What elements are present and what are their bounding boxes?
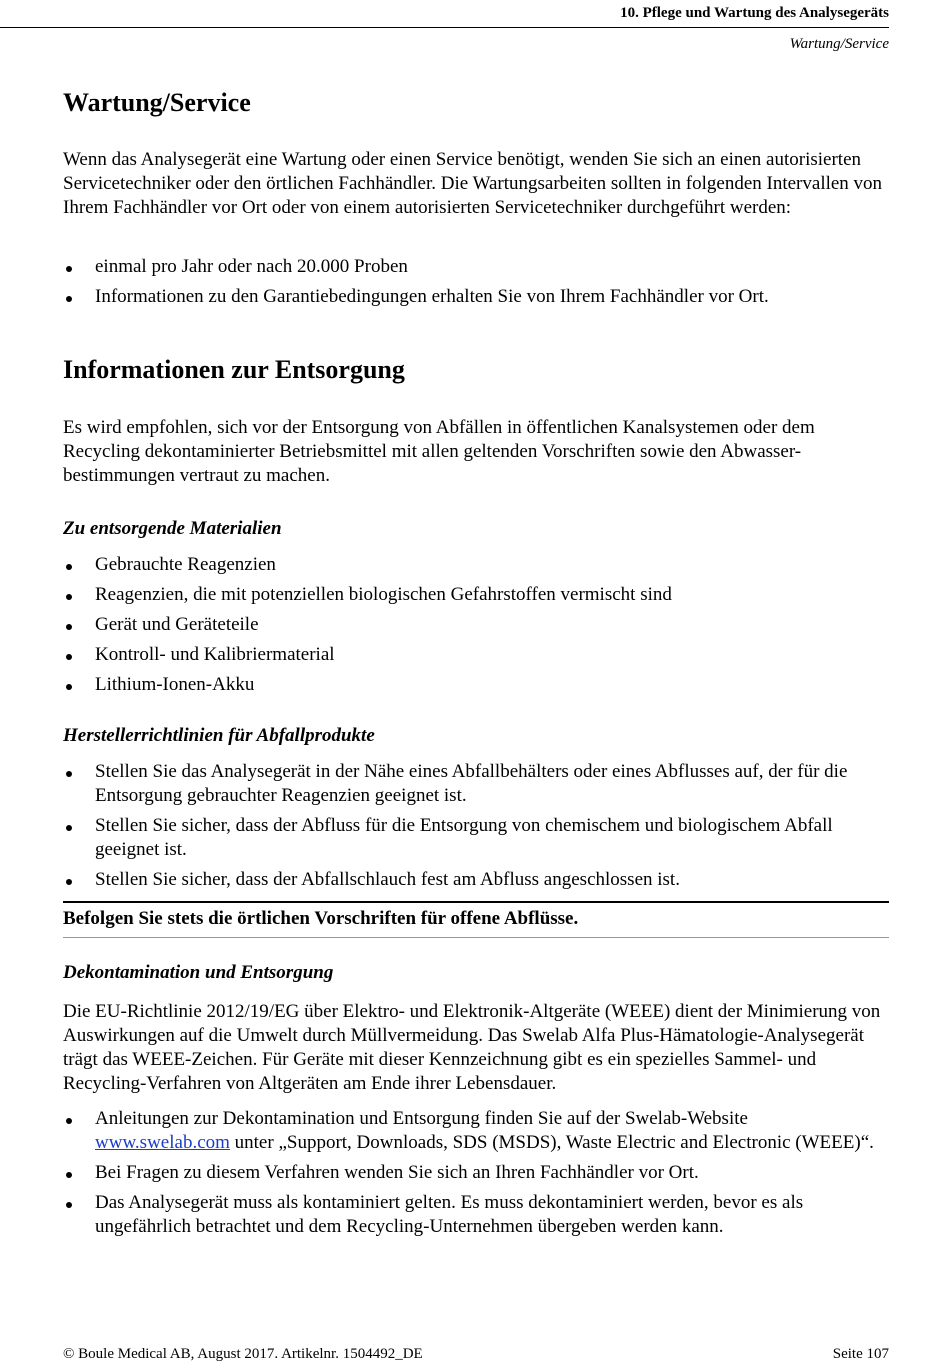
bullet1-text-pre: Anleitungen zur Dekontamination und Entsorgung finden Sie auf der Swelab-Website	[95, 1108, 748, 1129]
note-box: Befolgen Sie stets die örtlichen Vorschriften für offene Abflüsse.	[63, 901, 889, 938]
list-item: Stellen Sie das Analysegerät in der Nähe eines Abfallbehälters oder eines Abflusses auf, der für die Entsorgung gebrauchter Reagenzien geeignet ist.	[63, 760, 889, 808]
list-richtlinien	[63, 760, 889, 898]
list-item: Stellen Sie sicher, dass der Abfallschlauch fest am Abfluss angeschlossen ist.	[63, 868, 889, 892]
list-item: Bei Fragen zu diesem Verfahren wenden Sie sich an Ihren Fachhändler vor Ort.	[63, 1161, 889, 1185]
bullet1-text-post: unter „Support, Downloads, SDS (MSDS), Waste Electric and Electronic (WEEE)“.	[234, 1132, 874, 1153]
list-item: Gerät und Geräteteile	[63, 613, 889, 637]
header-rule	[0, 27, 889, 28]
list-item: Stellen Sie sicher, dass der Abfluss für die Entsorgung von chemischem und biologischem Abfall geeignet ist.	[63, 814, 889, 862]
paragraph-entsorgung: Es wird empfohlen, sich vor der Entsorgung von Abfällen in öffentlichen Kanalsystemen oder dem Recycling dekontaminierter Betriebsmittel mit allen geltenden Vorschriften sowie den Abwasser-bestimmungen vertraut zu machen.	[63, 417, 815, 486]
list-dekontamination	[63, 1107, 889, 1245]
running-header	[620, 4, 889, 53]
chapter-title: 10. Pflege und Wartung des Analysegeräts	[620, 5, 889, 21]
list-item: Lithium-Ionen-Akku	[63, 673, 889, 697]
swelab-website-link[interactable]: www.swelab.com	[95, 1132, 230, 1153]
list-wartung	[63, 255, 889, 315]
heading-dekontamination: Dekontamination und Entsorgung	[63, 962, 334, 983]
footer-copyright: © Boule Medical AB, August 2017. Artikelnr. 1504492_DE	[63, 1346, 423, 1362]
list-materialien	[63, 553, 889, 703]
heading-entsorgung: Informationen zur Entsorgung	[63, 355, 405, 384]
heading-wartung: Wartung/Service	[63, 88, 251, 117]
section-title: Wartung/Service	[789, 36, 889, 52]
list-item: Reagenzien, die mit potenziellen biologischen Gefahrstoffen vermischt sind	[63, 583, 889, 607]
paragraph-wartung: Wenn das Analysegerät eine Wartung oder einen Service benötigt, wenden Sie sich an einen autorisierten Servicetechniker oder den örtlichen Fachhändler. Die Wartungsarbeiten sollten in folgenden Intervallen von Ihrem Fachhändler vor Ort oder von einem autorisierten Servicetechniker durchgeführt werden:	[63, 149, 883, 218]
heading-richtlinien: Herstellerrichtlinien für Abfallprodukte	[63, 725, 375, 746]
paragraph-dekontamination: Die EU-Richtlinie 2012/19/EG über Elektro- und Elektronik-Altgeräte (WEEE) dient der Minimierung von Auswirkungen auf die Umwelt durch Müllvermeidung. Das Swelab Alfa Plus-Hämatologie-Analysegerät trägt das WEEE-Zeichen. Für Geräte mit dieser Kennzeichnung gibt es ein spezielles Sammel- und Recycling-Verfahren von Altgeräten am Ende ihrer Lebensdauer.	[63, 1001, 881, 1094]
list-item: einmal pro Jahr oder nach 20.000 Proben	[63, 255, 889, 279]
list-item: Kontroll- und Kalibriermaterial	[63, 643, 889, 667]
list-item	[63, 1107, 889, 1155]
list-item: Gebrauchte Reagenzien	[63, 553, 889, 577]
list-item: Informationen zu den Garantiebedingungen erhalten Sie von Ihrem Fachhändler vor Ort.	[63, 285, 889, 309]
list-item: Das Analysegerät muss als kontaminiert gelten. Es muss dekontaminiert werden, bevor es als ungefährlich betrachtet und dem Recycling-Unternehmen übergeben werden kann.	[63, 1191, 889, 1239]
heading-materialien: Zu entsorgende Materialien	[63, 518, 282, 539]
page-number: Seite 107	[832, 1346, 889, 1362]
